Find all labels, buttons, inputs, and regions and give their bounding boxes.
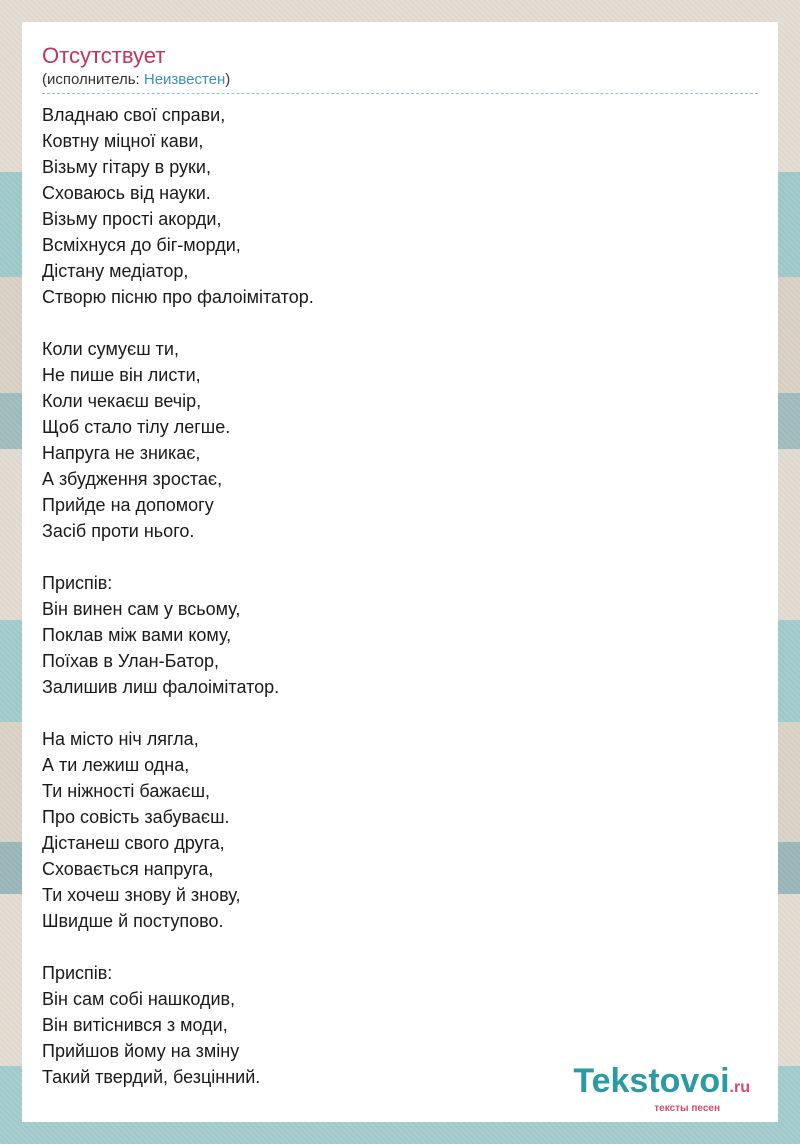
artist-suffix: ) [225, 71, 231, 88]
lyric-line: Створю пісню про фалоімітатор. [42, 287, 314, 307]
lyric-line: Візьму прості акорди, [42, 209, 222, 229]
site-logo[interactable] [573, 1063, 750, 1114]
lyric-line: Прийде на допомогу [42, 495, 214, 515]
lyric-line: Ти хочеш знову й знову, [42, 885, 241, 905]
lyric-line: Залишив лиш фалоімітатор. [42, 677, 280, 697]
lyric-line: Напруга не зникає, [42, 443, 201, 463]
lyric-line: Засіб проти нього. [42, 521, 195, 541]
stanza-gap [42, 700, 758, 726]
song-title: Отсутствует [42, 43, 166, 68]
lyric-line: А ти лежиш одна, [42, 755, 190, 775]
lyric-line: Щоб стало тілу легше. [42, 417, 231, 437]
lyric-line: Коли чекаєш вечір, [42, 391, 202, 411]
lyric-line: Сховаюсь від науки. [42, 183, 211, 203]
lyric-line: Ти ніжності бажаєш, [42, 781, 211, 801]
lyric-line: Владнаю свої справи, [42, 105, 226, 125]
lyric-line: Про совість забуваєш. [42, 807, 230, 827]
lyric-line: Такий твердий, безцінний. [42, 1067, 261, 1087]
stanza-gap [42, 934, 758, 960]
lyric-line: Коли сумуєш ти, [42, 339, 179, 359]
artist-prefix: (исполнитель: [42, 71, 144, 88]
artist-link[interactable]: Неизвестен [143, 71, 226, 88]
lyric-line: Візьму гітару в руки, [42, 157, 211, 177]
logo-tld: .ru [729, 1079, 750, 1096]
logo-name: Tekstovoi [573, 1062, 730, 1100]
lyric-line: Він винен сам у всьому, [42, 599, 241, 619]
lyric-line: Ковтну міцної кави, [42, 131, 204, 151]
stanza-gap [42, 310, 758, 336]
lyric-line: Прийшов йому на зміну [42, 1041, 240, 1061]
lyric-line: Дістану медіатор, [42, 261, 189, 281]
lyrics-body [42, 102, 758, 1090]
lyric-line: Дістанеш свого друга, [42, 833, 225, 853]
stanza-gap [42, 544, 758, 570]
lyric-line: Сховається напруга, [42, 859, 214, 879]
lyric-line: Приспів: [42, 963, 113, 983]
lyric-line: Поїхав в Улан-Батор, [42, 651, 220, 671]
artist-line [42, 70, 758, 94]
lyric-line: Приспів: [42, 573, 113, 593]
logo-tagline: тексты песен [654, 1103, 720, 1114]
lyric-line: На місто ніч лягла, [42, 729, 199, 749]
lyrics-sheet [22, 22, 778, 1122]
lyric-line: Не пише він листи, [42, 365, 201, 385]
lyric-line: Він сам собі нашкодив, [42, 989, 236, 1009]
lyric-line: Всміхнуся до біг-морди, [42, 235, 241, 255]
lyric-line: А збудження зростає, [42, 469, 223, 489]
lyric-line: Поклав між вами кому, [42, 625, 232, 645]
lyric-line: Він витіснився з моди, [42, 1015, 228, 1035]
lyric-line: Швидше й поступово. [42, 911, 224, 931]
